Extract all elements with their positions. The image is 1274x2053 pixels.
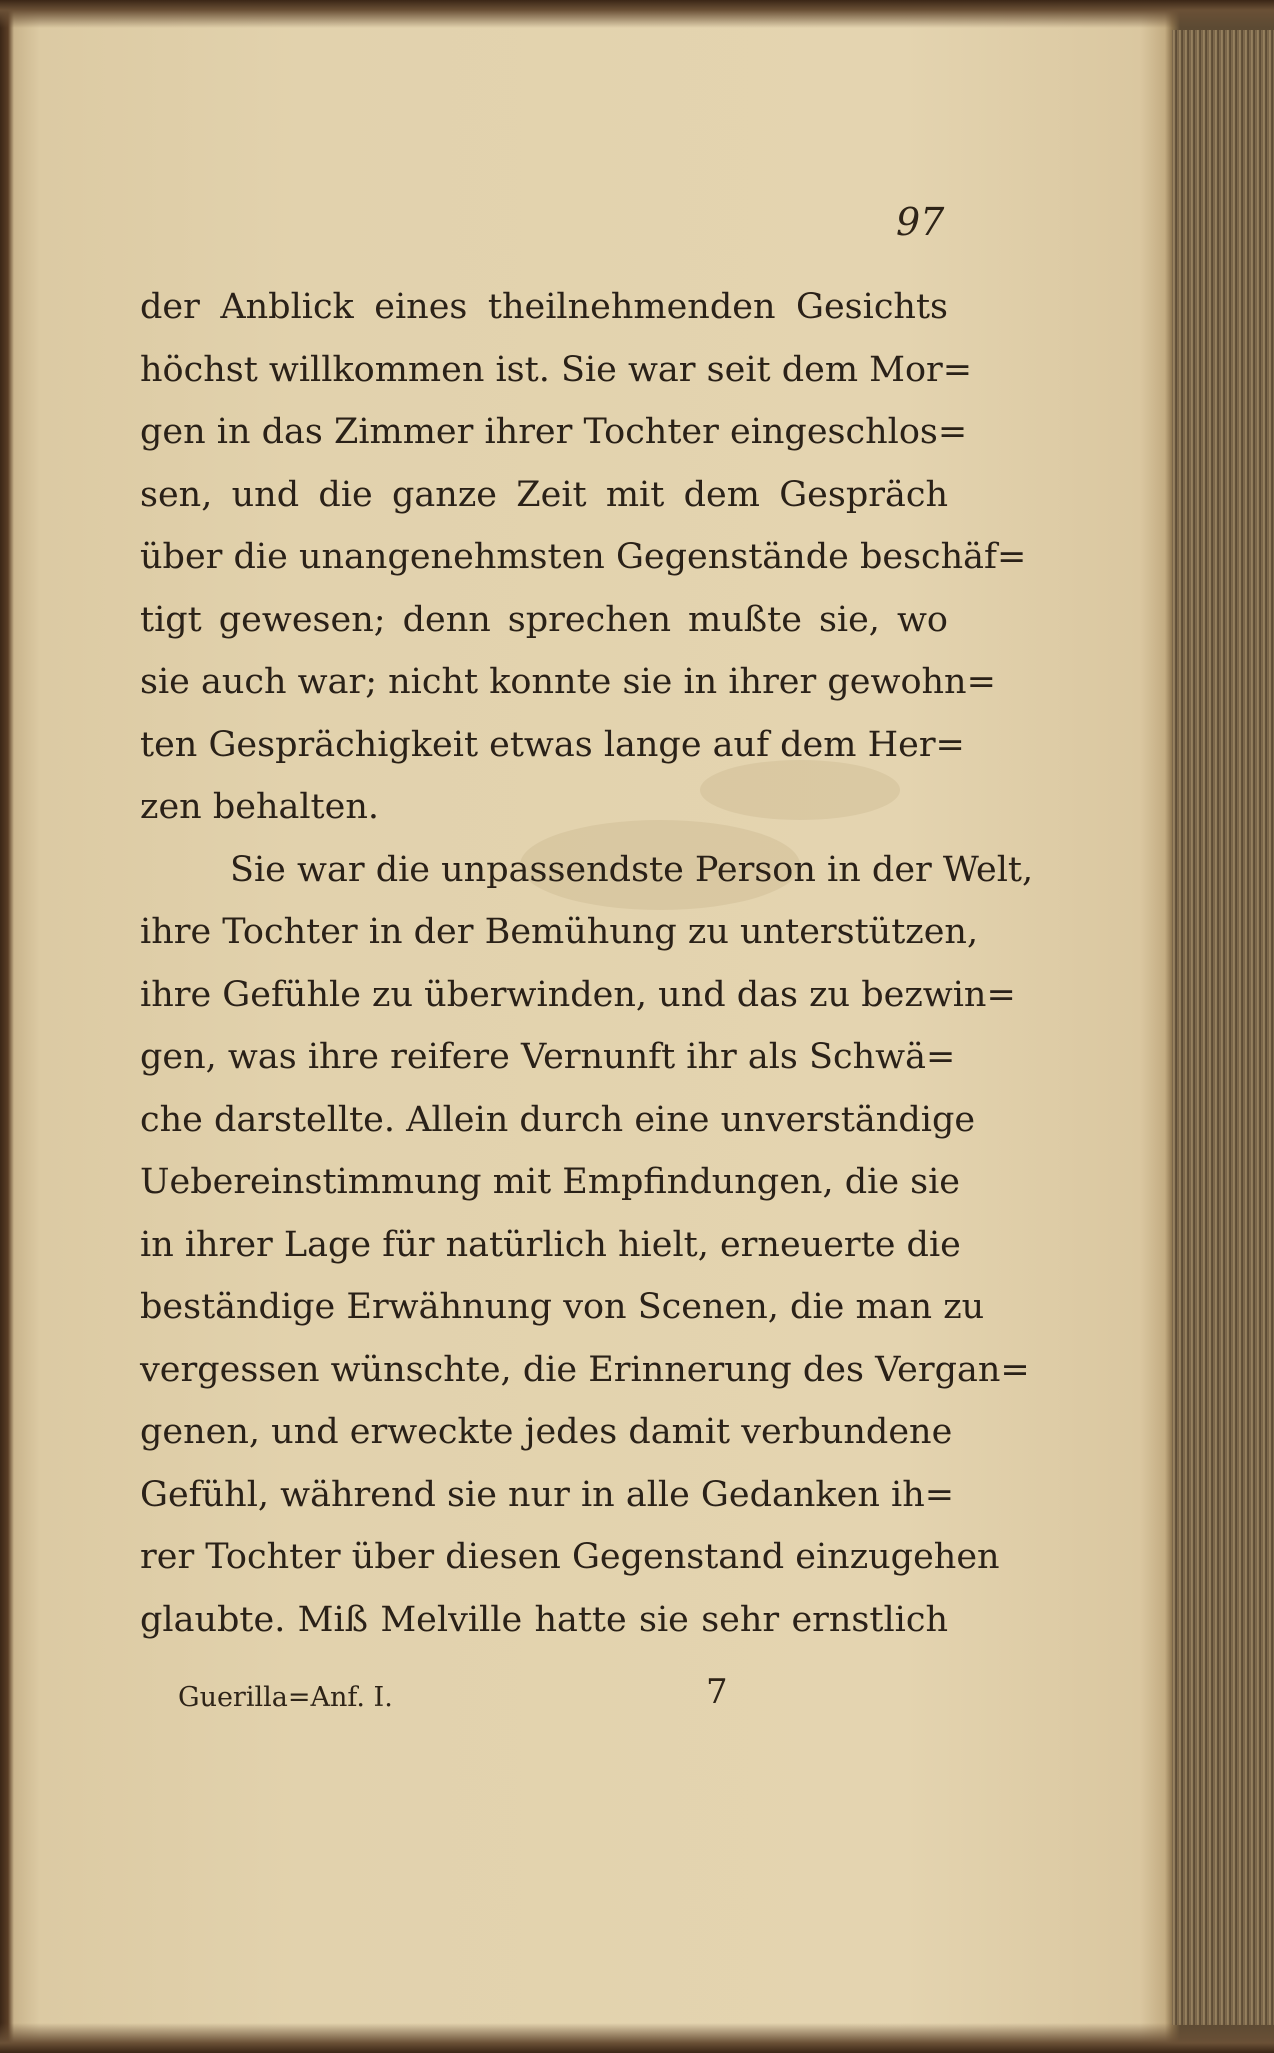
printer-signature: Guerilla=Anf. I.	[178, 1682, 393, 1713]
page-body	[140, 276, 1034, 1651]
text-line: ten Gesprächigkeit etwas lange auf dem Her=	[140, 724, 965, 765]
text-line: gen, was ihre reifere Vernunft ihr als Schwä=	[140, 1037, 956, 1077]
text-line: ihre Tochter in der Bemühung zu unterstützen,	[140, 912, 979, 952]
text-line: beständige Erwähnung von Scenen, die man zu	[140, 1287, 985, 1327]
page-number: 97	[896, 200, 945, 244]
text-line: über die unangenehmsten Gegenstände beschäf=	[140, 537, 1027, 577]
text-line: vergessen wünschte, die Erinnerung des Vergan=	[140, 1349, 1030, 1390]
text-line: sen, und die ganze Zeit mit dem Gespräch	[140, 474, 948, 515]
text-line: der Anblick eines theilnehmenden Gesichts	[140, 287, 948, 327]
text-line: che darstellte. Allein durch eine unverständige	[140, 1099, 976, 1140]
text-line: Uebereinstimmung mit Empfindungen, die sie	[140, 1162, 961, 1202]
text-line: genen, und erweckte jedes damit verbundene	[140, 1412, 953, 1452]
text-line: höchst willkommen ist. Sie war seit dem Mor=	[140, 349, 973, 390]
text-line: Sie war die unpassendste Person in der Welt,	[230, 849, 1034, 890]
book-page-edges	[1172, 30, 1274, 2025]
text-line: zen behalten.	[140, 787, 379, 827]
text-line: ihre Gefühle zu überwinden, und das zu bezwin=	[140, 974, 1016, 1015]
signature-number: 7	[706, 1672, 728, 1712]
text-line: gen in das Zimmer ihrer Tochter eingeschlos=	[140, 412, 968, 452]
text-line: rer Tochter über diesen Gegenstand einzugehen	[140, 1537, 1000, 1577]
text-line: tigt gewesen; denn sprechen mußte sie, wo	[140, 599, 948, 640]
page-bottom-shadow	[0, 2023, 1274, 2053]
page-top-shadow	[0, 0, 1274, 28]
text-line: sie auch war; nicht konnte sie in ihrer gewohn=	[140, 662, 996, 702]
text-line: Gefühl, während sie nur in alle Gedanken ih=	[140, 1474, 955, 1515]
text-line: glaubte. Miß Melville hatte sie sehr ernstlich	[140, 1599, 948, 1640]
text-line: in ihrer Lage für natürlich hielt, erneuerte die	[140, 1224, 961, 1265]
